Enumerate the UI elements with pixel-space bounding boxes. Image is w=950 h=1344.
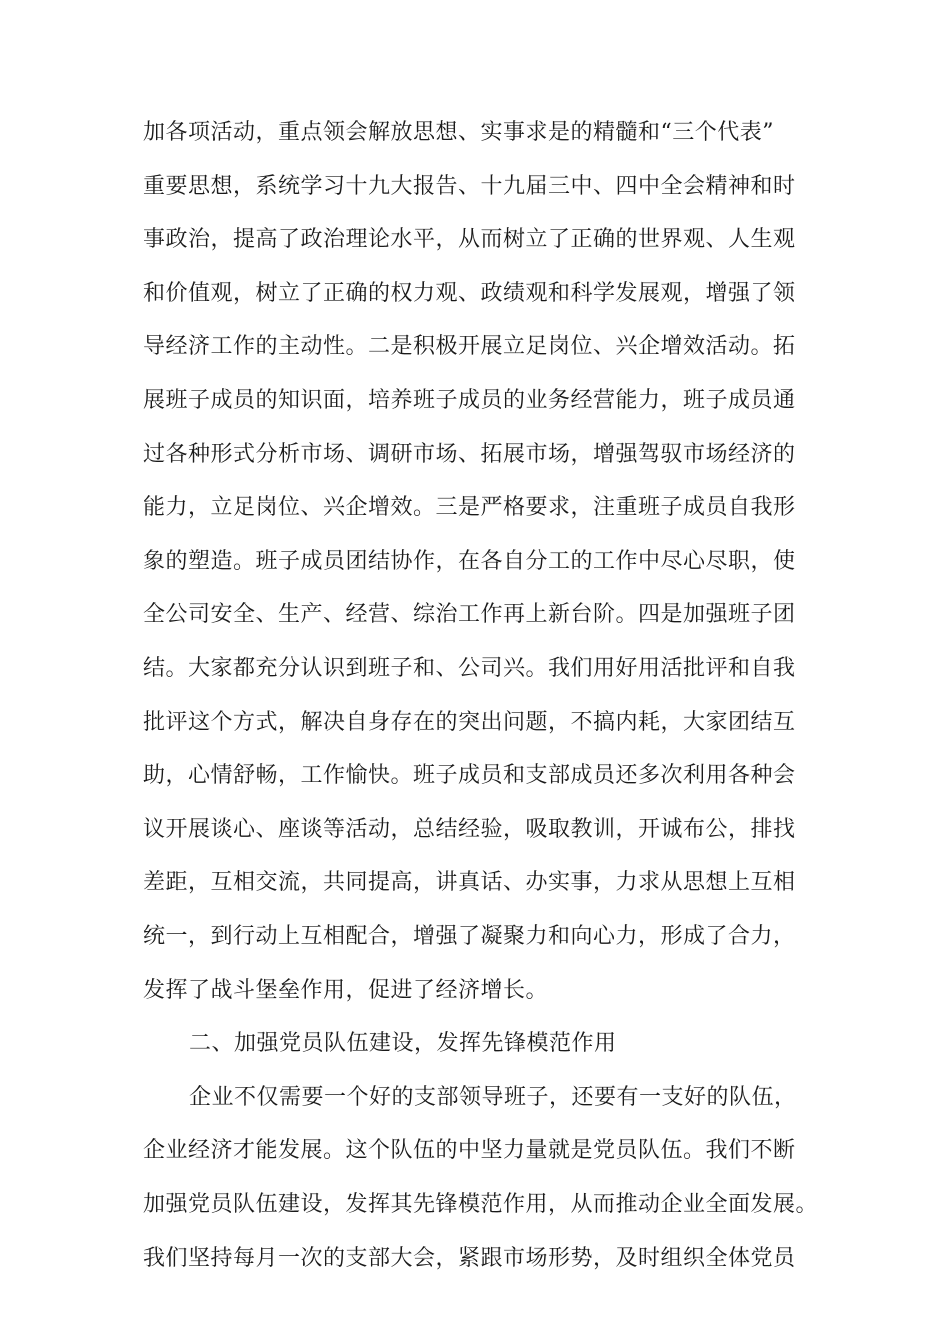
text-line: 展班子成员的知识面，培养班子成员的业务经营能力，班子成员通	[143, 388, 796, 413]
text-line: 事政治，提高了政治理论水平，从而树立了正确的世界观、人生观	[143, 227, 796, 252]
text-line: 加强党员队伍建设，发挥其先锋模范作用，从而推动企业全面发展。	[143, 1192, 819, 1217]
text-line: 和价值观，树立了正确的权力观、政绩观和科学发展观，增强了领	[143, 281, 796, 306]
text-line: 导经济工作的主动性。二是积极开展立足岗位、兴企增效活动。拓	[143, 334, 796, 359]
text-line: 助，心情舒畅，工作愉快。班子成员和支部成员还多次利用各种会	[143, 763, 796, 788]
text-line: 企业不仅需要一个好的支部领导班子，还要有一支好的队伍，	[189, 1085, 797, 1110]
text-line: 差距，互相交流，共同提高，讲真话、办实事，力求从思想上互相	[143, 870, 796, 895]
text-line: 象的塑造。班子成员团结协作，在各自分工的工作中尽心尽职，使	[143, 549, 796, 574]
section-heading: 二、加强党员队伍建设，发挥先锋模范作用	[189, 1031, 617, 1056]
text-line: 能力，立足岗位、兴企增效。三是严格要求，注重班子成员自我形	[143, 495, 796, 520]
text-line: 我们坚持每月一次的支部大会，紧跟市场形势，及时组织全体党员	[143, 1246, 796, 1271]
text-line: 企业经济才能发展。这个队伍的中坚力量就是党员队伍。我们不断	[143, 1138, 796, 1163]
text-line: 重要思想，系统学习十九大报告、十九届三中、四中全会精神和时	[143, 174, 796, 199]
text-line: 批评这个方式，解决自身存在的突出问题，不搞内耗，大家团结互	[143, 710, 796, 735]
text-line: 加各项活动，重点领会解放思想、实事求是的精髓和“三个代表”	[143, 120, 774, 145]
text-line: 全公司安全、生产、经营、综治工作再上新台阶。四是加强班子团	[143, 602, 796, 627]
text-line: 统一，到行动上互相配合，增强了凝聚力和向心力，形成了合力，	[143, 924, 796, 949]
text-line: 议开展谈心、座谈等活动，总结经验，吸取教训，开诚布公，排找	[143, 817, 796, 842]
text-line: 结。大家都充分认识到班子和、公司兴。我们用好用活批评和自我	[143, 656, 796, 681]
text-line: 发挥了战斗堡垒作用，促进了经济增长。	[143, 978, 549, 1003]
text-line: 过各种形式分析市场、调研市场、拓展市场，增强驾驭市场经济的	[143, 442, 796, 467]
